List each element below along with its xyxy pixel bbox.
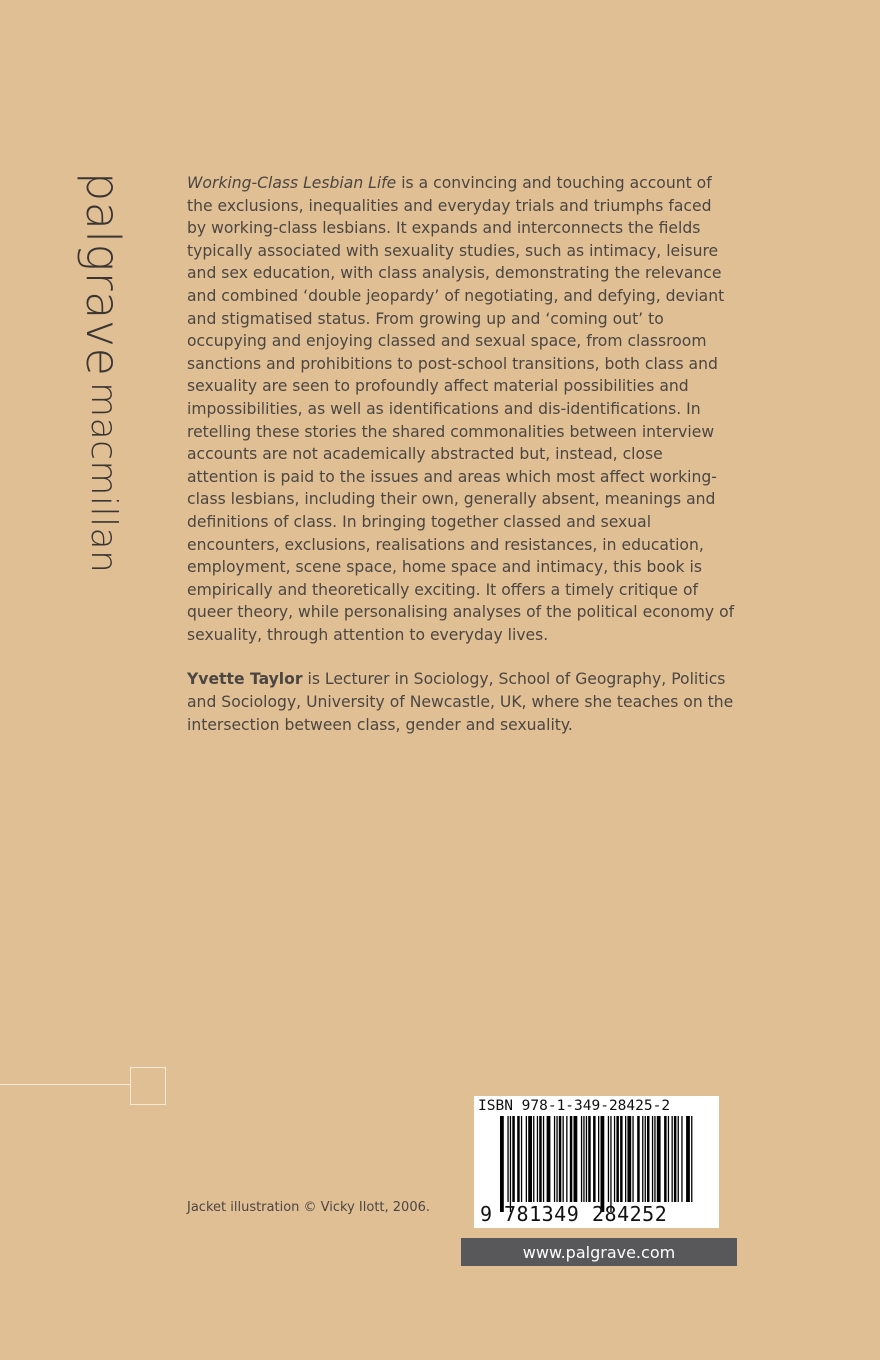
barcode-bar: [533, 1116, 534, 1202]
barcode-bar: [537, 1116, 538, 1202]
description-paragraph: [187, 172, 735, 646]
barcode-bar: [620, 1116, 623, 1202]
barcode-bar: [559, 1116, 562, 1202]
barcode-bar: [668, 1116, 669, 1202]
publisher-logo: [76, 172, 130, 573]
barcode-bar: [647, 1116, 650, 1202]
author-bio: [187, 668, 735, 736]
barcode-bar: [645, 1116, 646, 1202]
barcode-bar: [610, 1116, 611, 1212]
barcode-bar: [554, 1116, 555, 1202]
barcode-bar: [539, 1116, 542, 1202]
barcode-bar: [601, 1116, 605, 1212]
isbn-label: ISBN 978-1-349-28425-2: [478, 1098, 671, 1114]
decorative-square: [130, 1067, 166, 1105]
barcode-bar: [563, 1116, 564, 1202]
barcode-bar: [528, 1116, 532, 1202]
barcode-bar: [566, 1116, 567, 1202]
barcode-bar: [598, 1116, 599, 1202]
barcode-bar: [526, 1116, 527, 1202]
barcode-digits-left: 781349: [504, 1202, 580, 1226]
barcode-bar: [583, 1116, 584, 1202]
barcode-bar: [512, 1116, 515, 1202]
barcode-bar: [642, 1116, 643, 1202]
barcode-bar: [556, 1116, 557, 1202]
barcode-bar: [588, 1116, 591, 1202]
barcode-bar: [547, 1116, 551, 1202]
barcode-bar: [507, 1116, 508, 1202]
barcode-bar: [614, 1116, 615, 1202]
book-description: [187, 172, 735, 736]
barcode-bar: [510, 1116, 511, 1212]
logo-line-macmillan: macmillan: [83, 381, 124, 573]
barcode-bar: [637, 1116, 640, 1202]
barcode-bar: [664, 1116, 667, 1202]
barcode-bar: [574, 1116, 578, 1202]
barcode-bar: [627, 1116, 631, 1202]
barcode-bar: [500, 1116, 504, 1212]
barcode-bar: [586, 1116, 587, 1202]
barcode-digits-right: 284252: [592, 1202, 668, 1226]
author-name: Yvette Taylor: [187, 670, 303, 689]
barcode-bar: [581, 1116, 582, 1202]
barcode-bar: [691, 1116, 692, 1202]
barcode-bar: [674, 1116, 677, 1202]
decorative-line: [0, 1084, 130, 1085]
isbn-barcode: [474, 1096, 719, 1228]
logo-line-palgrave: palgrave: [76, 172, 130, 377]
barcode-bar: [625, 1116, 626, 1202]
jacket-credit: Jacket illustration © Vicky Ilott, 2006.: [187, 1200, 430, 1215]
barcode-bar: [543, 1116, 544, 1202]
barcode-bar: [672, 1116, 673, 1202]
barcode-digit-first: 9: [480, 1202, 493, 1226]
barcode-bar: [616, 1116, 619, 1202]
description-text: is a convincing and touching account of the exclusions, inequalities and everyday trials and triumphs faced by working-class lesbians. It expands and interconnects the fields typically associated with sexuality studies, such as intimacy, leisure and sex education, with class analysis, demonstrating the relevance and combined ‘double jeopardy’ of negotiating, and defying, deviant and stigmatised status. From growing up and ‘coming out’ to occupying and enjoying classed and sexual space, from classroom sanctions and prohibitions to post-school transitions, both class and sexuality are seen to profoundly affect material possibilities and impossibilities, as well as identifications and dis-identifications. In retelling these stories the shared commonalities between interview accounts are not academically abstracted but, instead, close attention is paid to the issues and areas which most affect working-class lesbians, including their own, generally absent, meanings and definitions of class. In bringing together classed and sexual encounters, exclusions, realisations and resistances, in education, employment, scene space, home space and intimacy, this book is empirically and theoretically exciting. It offers a timely critique of queer theory, while personalising analyses of the political economy of sexuality, through attention to everyday lives.: [187, 174, 735, 644]
barcode-bar: [657, 1116, 661, 1202]
book-title: Working-Class Lesbian Life: [187, 174, 397, 192]
barcode-bar: [678, 1116, 679, 1202]
barcode-bar: [681, 1116, 682, 1202]
barcode-bar: [593, 1116, 596, 1202]
barcode-bar: [686, 1116, 690, 1202]
publisher-url: www.palgrave.com: [461, 1238, 737, 1266]
barcode-bar: [608, 1116, 609, 1202]
barcode-bar: [654, 1116, 655, 1202]
barcode-bar: [570, 1116, 573, 1202]
barcode-bar: [632, 1116, 633, 1202]
author-bio-text: is Lecturer in Sociology, School of Geography, Politics and Sociology, University of Newcastle, UK, where she teaches on the intersection between class, gender and sexuality.: [187, 670, 734, 734]
barcode-bar: [652, 1116, 653, 1202]
barcode-bar: [517, 1116, 520, 1202]
barcode-bar: [521, 1116, 522, 1202]
